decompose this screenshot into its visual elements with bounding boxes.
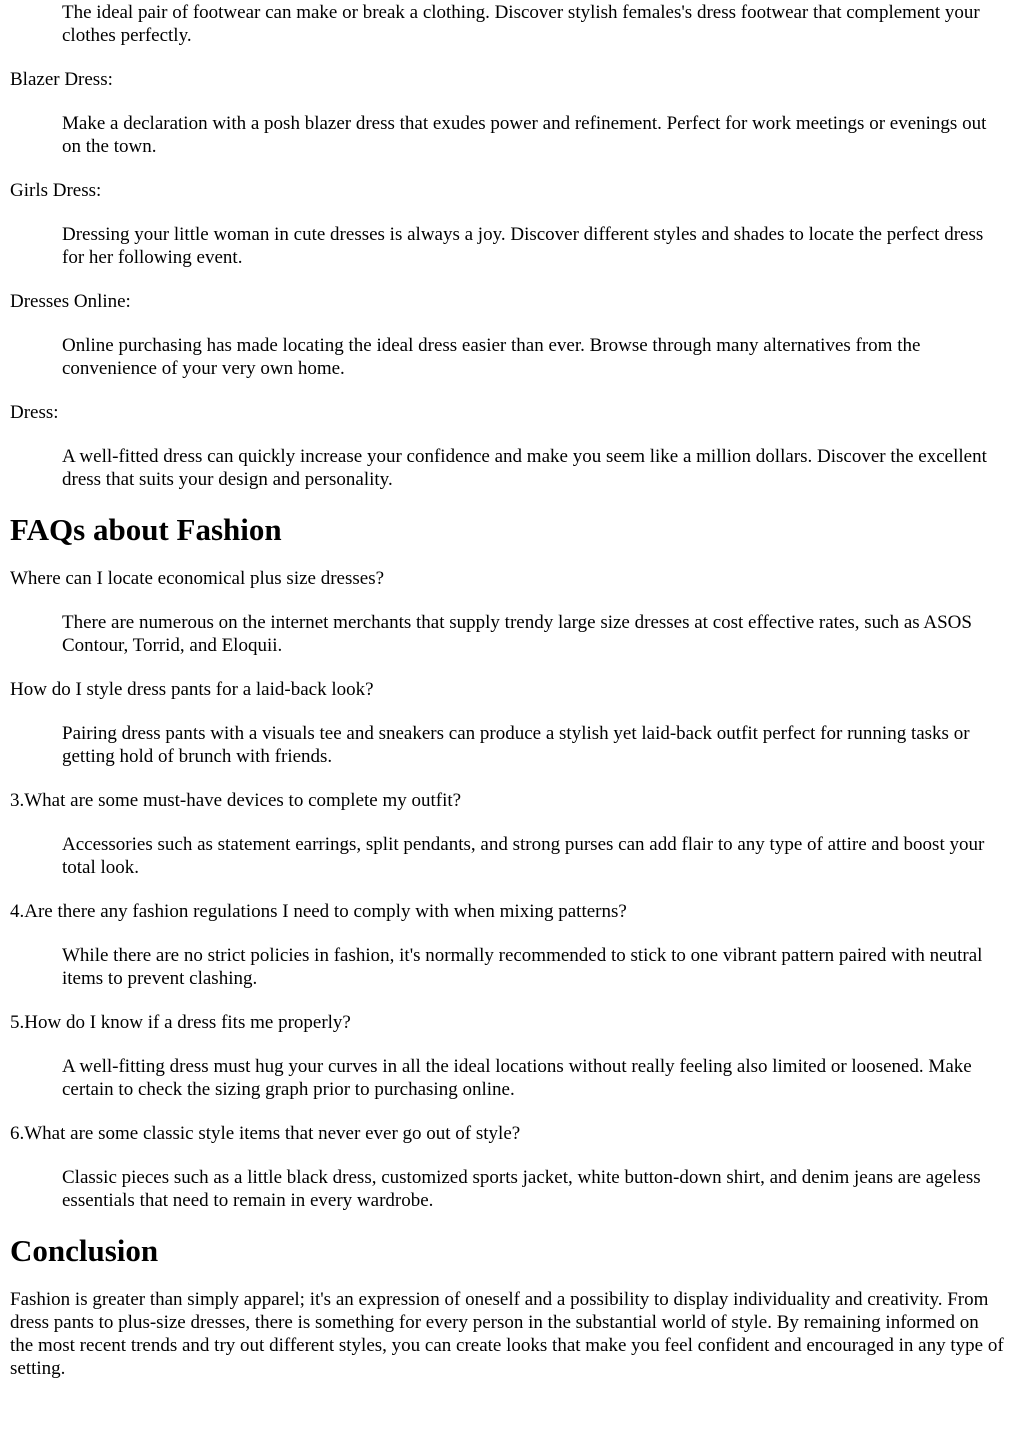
- desc-dress: A well-fitted dress can quickly increase your confidence and make you seem like a million dollars. Discover the excellent dress that suits your design and personality.: [62, 446, 987, 490]
- term-dress: Dress:: [10, 402, 59, 423]
- faq-question: 5.How do I know if a dress fits me properly?: [10, 1012, 351, 1033]
- faq-question: How do I style dress pants for a laid-back look?: [10, 679, 374, 700]
- faq-question: 6.What are some classic style items that never ever go out of style?: [10, 1123, 521, 1144]
- term-girls-dress: Girls Dress:: [10, 180, 102, 201]
- conclusion-paragraph: Fashion is greater than simply apparel; it's an expression of oneself and a possibility to display individuality and creativity. From dress pants to plus-size dresses, there is something for every person in the substantial world of style. By remaining informed on the most recent trends and try out different styles, you can create looks that make you feel confident and encouraged in any type of setting.: [10, 1289, 1004, 1379]
- faq-answer: While there are no strict policies in fashion, it's normally recommended to stick to one vibrant pattern paired with neutral items to prevent clashing.: [62, 945, 983, 989]
- term-blazer-dress: Blazer Dress:: [10, 69, 113, 90]
- faq-answer: There are numerous on the internet merchants that supply trendy large size dresses at cost effective rates, such as ASOS Contour, Torrid, and Eloquii.: [62, 612, 972, 656]
- term-dresses-online: Dresses Online:: [10, 291, 131, 312]
- footwear-description: The ideal pair of footwear can make or break a clothing. Discover stylish females's dress footwear that complement your clothes perfectly.: [62, 2, 980, 46]
- faq-answer: A well-fitting dress must hug your curves in all the ideal locations without really feeling also limited or loosened. Make certain to check the sizing graph prior to purchasing online.: [62, 1056, 972, 1100]
- desc-dresses-online: Online purchasing has made locating the ideal dress easier than ever. Browse through many alternatives from the convenience of your very own home.: [62, 335, 921, 379]
- faq-question: Where can I locate economical plus size dresses?: [10, 568, 385, 589]
- faq-heading: FAQs about Fashion: [10, 512, 282, 547]
- faq-answer: Classic pieces such as a little black dress, customized sports jacket, white button-down shirt, and denim jeans are ageless essentials that need to remain in every wardrobe.: [62, 1167, 981, 1211]
- desc-girls-dress: Dressing your little woman in cute dresses is always a joy. Discover different styles and shades to locate the perfect dress for her following event.: [62, 224, 984, 268]
- conclusion-heading: Conclusion: [10, 1233, 159, 1268]
- dress-types-list: [10, 0, 1006, 491]
- faq-list: [10, 567, 1006, 1212]
- faq-question: 3.What are some must-have devices to complete my outfit?: [10, 790, 462, 811]
- faq-answer: Pairing dress pants with a visuals tee and sneakers can produce a stylish yet laid-back outfit perfect for running tasks or getting hold of brunch with friends.: [62, 723, 970, 767]
- faq-answer: Accessories such as statement earrings, split pendants, and strong purses can add flair to any type of attire and boost your total look.: [62, 834, 985, 878]
- desc-blazer-dress: Make a declaration with a posh blazer dress that exudes power and refinement. Perfect for work meetings or evenings out on the town.: [62, 113, 987, 157]
- faq-question: 4.Are there any fashion regulations I need to comply with when mixing patterns?: [10, 901, 627, 922]
